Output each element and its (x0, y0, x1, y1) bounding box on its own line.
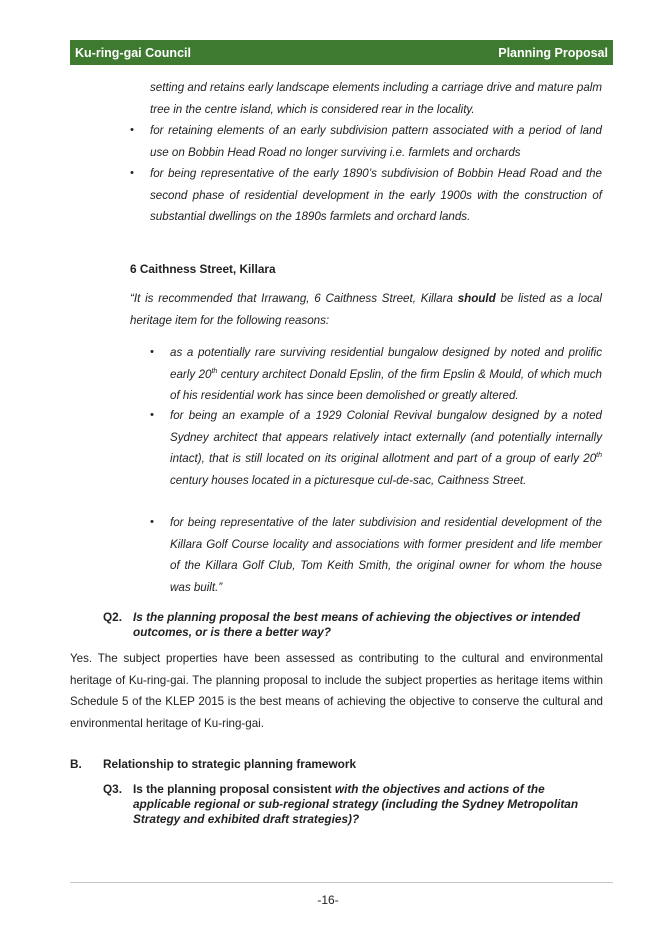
header-document-type: Planning Proposal (498, 45, 608, 60)
list-item (150, 342, 602, 407)
q2-answer: Yes. The subject properties have been assessed as contributing to the cultural and environmental heritage of Ku-ring-gai. The planning proposal to include the subject properties as heritage items within Schedule 5 of the KLEP 2015 is the best means of achieving the objective to conserve the cultural and environmental heritage of Ku-ring-gai. (70, 652, 603, 730)
page-header (70, 40, 613, 65)
list-item (130, 120, 602, 163)
bullet-icon: • (130, 167, 134, 179)
question-q2 (103, 610, 603, 640)
question-number: Q2. (103, 610, 123, 624)
page-number: -16- (317, 893, 339, 907)
section-letter: B. (70, 757, 82, 771)
question-number: Q3. (103, 782, 123, 796)
top-list-continuation: setting and retains early landscape elements including a carriage drive and mature palm tree in the centre island, which is considered rear in the locality. (150, 81, 602, 116)
bullet-icon: • (150, 409, 154, 421)
question-q3 (103, 782, 603, 827)
bullet-icon: • (150, 346, 154, 358)
list-item (150, 512, 602, 598)
list-item-text: for being representative of the later subdivision and residential development of the Killara Golf Course locality and associations with former president and life member of the Killara Golf Club, Tom Keith Smith, the original owner for whom the house was built.” (170, 516, 602, 594)
header-council-name: Ku-ring-gai Council (75, 45, 191, 60)
question-text: Is the planning proposal the best means of achieving the objectives or intended outcomes, or is there a better way? (133, 610, 581, 639)
bullet-icon: • (150, 516, 154, 528)
list-item-text: for retaining elements of an early subdivision pattern associated with a period of land use on Bobbin Head Road no longer surviving i.e. farmlets and orchards (150, 124, 602, 159)
property-intro: “It is recommended that Irrawang, 6 Caithness Street, Killara should be listed as a local heritage item for the following reasons: (130, 292, 602, 327)
question-text: Is the planning proposal consistent with the objectives and actions of the applicable regional or sub-regional strategy (including the Sydney Metropolitan Strategy and exhibited draft strategies)? (133, 782, 579, 826)
section-heading (70, 757, 356, 771)
property-heading: 6 Caithness Street, Killara (130, 262, 276, 276)
section-title: Relationship to strategic planning framework (103, 757, 357, 771)
list-item (130, 163, 602, 228)
list-item-text: as a potentially rare surviving residential bungalow designed by noted and prolific early 20th century architect Donald Epslin, of the firm Epslin & Mould, of which much of his residential work has since been demolished or greatly altered. (170, 346, 602, 402)
footer-divider (70, 882, 613, 883)
bullet-icon: • (130, 124, 134, 136)
list-item-text: for being an example of a 1929 Colonial Revival bungalow designed by a noted Sydney architect that appears relatively intact externally (and potentially internally intact), that is still located on its original allotment and part of a group of early 20th century houses located in a picturesque cul-de-sac, Caithness Street. (170, 409, 602, 487)
list-item (150, 405, 602, 491)
list-item-text: for being representative of the early 1890’s subdivision of Bobbin Head Road and the second phase of residential development in the early 1900s with the construction of substantial dwellings on the 1890s farmlets and orchard lands. (150, 167, 602, 223)
